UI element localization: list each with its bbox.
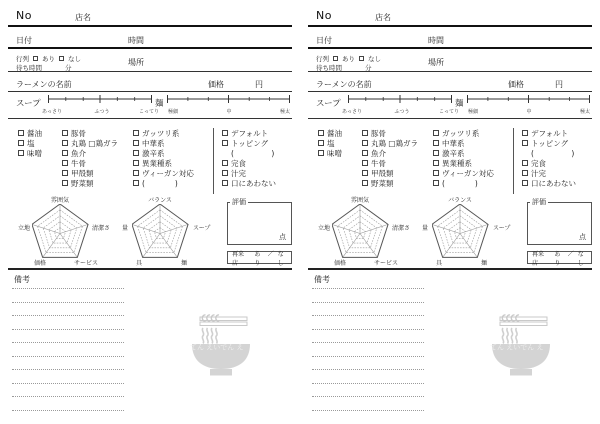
style-options-column bbox=[433, 128, 494, 188]
option-row bbox=[433, 178, 494, 188]
shop-name-label: 店名 bbox=[375, 13, 391, 22]
tare-options-column bbox=[18, 128, 42, 158]
option-row bbox=[362, 138, 418, 148]
checkbox[interactable] bbox=[222, 170, 228, 176]
option-row bbox=[222, 148, 276, 158]
option-row bbox=[133, 148, 194, 158]
queue-row bbox=[8, 52, 292, 72]
checkbox[interactable] bbox=[18, 150, 24, 156]
ramen-name-label: ラーメンの名前 bbox=[16, 80, 72, 89]
rating-box bbox=[527, 197, 592, 245]
option-row bbox=[133, 158, 194, 168]
revisit-no-option[interactable]: なし bbox=[277, 250, 284, 267]
style-options-column bbox=[133, 128, 194, 188]
remarks-line[interactable] bbox=[12, 342, 124, 343]
date-time-row bbox=[308, 30, 592, 49]
revisit-label: 再来店 bbox=[532, 250, 545, 267]
option-label: トッピング bbox=[231, 138, 269, 148]
record-sheet-right bbox=[308, 0, 592, 424]
header-row bbox=[8, 6, 292, 27]
radar-label-noodle: 麺 bbox=[180, 260, 188, 267]
tare-options-column bbox=[318, 128, 342, 158]
yen-label: 円 bbox=[255, 80, 263, 89]
soup-max-label: こってり bbox=[139, 109, 159, 115]
noodle-max-label: 極太 bbox=[579, 109, 591, 115]
option-row bbox=[433, 148, 494, 158]
option-label: 味噌 bbox=[327, 148, 342, 158]
remarks-line[interactable] bbox=[12, 410, 124, 411]
queue-no-checkbox[interactable] bbox=[59, 56, 64, 61]
option-label: 豚骨 bbox=[371, 128, 386, 138]
checkbox[interactable] bbox=[433, 170, 439, 176]
rating-label: 評価 bbox=[532, 198, 546, 206]
remarks-line[interactable] bbox=[12, 356, 124, 357]
record-sheet-left bbox=[8, 0, 292, 424]
checkbox[interactable] bbox=[362, 130, 368, 136]
noodle-min-label: 極細 bbox=[167, 109, 179, 115]
option-label: 異業種系 bbox=[442, 158, 472, 168]
radar-label-atmosphere: 雰囲気 bbox=[350, 197, 370, 204]
remarks-line[interactable] bbox=[12, 383, 124, 384]
yen-label: 円 bbox=[555, 80, 563, 89]
option-row bbox=[362, 178, 418, 188]
revisit-box bbox=[227, 250, 292, 267]
option-row bbox=[62, 168, 118, 178]
option-label: ガッツリ系 bbox=[142, 128, 180, 138]
option-label: ( ) bbox=[531, 148, 575, 158]
option-label: ヴィーガン対応 bbox=[142, 168, 194, 178]
remarks-line[interactable] bbox=[312, 383, 424, 384]
option-row bbox=[222, 158, 276, 168]
option-row bbox=[62, 158, 118, 168]
no-label: No bbox=[16, 9, 32, 22]
soup-scale-label: スープ bbox=[16, 99, 41, 109]
taste-radar-chart bbox=[132, 204, 189, 258]
option-label: 完食 bbox=[531, 158, 546, 168]
date-time-row bbox=[8, 30, 292, 49]
option-label: 汁完 bbox=[531, 168, 546, 178]
price-label: 価格 bbox=[208, 80, 224, 89]
evaluation-area bbox=[8, 194, 292, 268]
option-row bbox=[62, 178, 118, 188]
soup-max-label: こってり bbox=[439, 109, 459, 115]
soup-min-label: あっさり bbox=[42, 109, 62, 115]
noodle-scale-slider bbox=[167, 93, 290, 105]
time-label: 時間 bbox=[428, 36, 444, 45]
remarks-line[interactable] bbox=[312, 396, 424, 397]
revisit-separator: ／ bbox=[567, 250, 574, 258]
checkbox[interactable] bbox=[133, 150, 139, 156]
status-options-column bbox=[522, 128, 576, 188]
option-label: 牛骨 bbox=[71, 158, 86, 168]
checkbox[interactable] bbox=[62, 130, 68, 136]
option-label: 味噌 bbox=[27, 148, 42, 158]
radar-label-location: 立地 bbox=[17, 225, 30, 232]
soup-mid-label: ふつう bbox=[394, 109, 410, 115]
radar-label-toppings: 具 bbox=[135, 260, 143, 267]
checkbox[interactable] bbox=[18, 130, 24, 136]
option-row bbox=[433, 138, 494, 148]
queue-yes-checkbox[interactable] bbox=[333, 56, 338, 61]
queue-options bbox=[16, 54, 81, 63]
checkbox[interactable] bbox=[62, 160, 68, 166]
option-label: 醤油 bbox=[27, 128, 42, 138]
option-row bbox=[133, 168, 194, 178]
option-label: 激辛系 bbox=[442, 148, 465, 158]
base-options-column bbox=[62, 128, 118, 188]
radar-label-cleanliness: 清潔さ bbox=[92, 225, 111, 232]
base-options-column bbox=[362, 128, 418, 188]
rating-label: 評価 bbox=[232, 198, 246, 206]
option-row bbox=[133, 138, 194, 148]
store-radar-chart bbox=[332, 204, 389, 258]
option-row bbox=[62, 148, 118, 158]
option-row bbox=[318, 148, 342, 158]
option-label: 激辛系 bbox=[142, 148, 165, 158]
option-row bbox=[62, 128, 118, 138]
option-label: 野菜類 bbox=[71, 178, 94, 188]
remarks-line[interactable] bbox=[312, 302, 424, 303]
radar-label-soup: スープ bbox=[193, 225, 211, 232]
radar-label-balance: バランス bbox=[448, 197, 472, 204]
option-label: 魚介 bbox=[371, 148, 386, 158]
taste-radar-chart bbox=[432, 204, 489, 258]
option-label: 塩 bbox=[327, 138, 335, 148]
option-label: ( ) bbox=[142, 178, 178, 188]
ramen-name-row bbox=[8, 73, 292, 92]
rating-box bbox=[227, 197, 292, 245]
checkbox[interactable] bbox=[133, 160, 139, 166]
option-row bbox=[18, 138, 42, 148]
option-row bbox=[362, 158, 418, 168]
points-unit-label: 点 bbox=[279, 233, 286, 241]
option-label: 完食 bbox=[231, 158, 246, 168]
checkbox[interactable] bbox=[522, 130, 528, 136]
option-row bbox=[522, 128, 576, 138]
no-label: No bbox=[316, 9, 332, 22]
noodle-min-label: 極細 bbox=[467, 109, 479, 115]
option-label: 豚骨 bbox=[71, 128, 86, 138]
date-label: 日付 bbox=[316, 36, 332, 45]
checkbox[interactable] bbox=[362, 140, 368, 146]
remarks-line[interactable] bbox=[312, 410, 424, 411]
option-row bbox=[133, 128, 194, 138]
option-label: デフォルト bbox=[231, 128, 269, 138]
scales-row bbox=[8, 93, 292, 119]
checkbox[interactable] bbox=[222, 180, 228, 186]
queue-no-label: なし bbox=[68, 55, 81, 63]
checkbox[interactable] bbox=[222, 160, 228, 166]
radar-label-toppings: 具 bbox=[435, 260, 443, 267]
option-row bbox=[433, 128, 494, 138]
evaluation-area bbox=[308, 194, 592, 268]
radar-label-volume: 量 bbox=[421, 225, 428, 232]
radar-label-price: 価格 bbox=[333, 260, 347, 267]
option-row bbox=[18, 148, 42, 158]
noodle-mid-label: 中 bbox=[526, 109, 532, 115]
checkbox[interactable] bbox=[362, 170, 368, 176]
remarks-line[interactable] bbox=[312, 329, 424, 330]
option-row bbox=[222, 128, 276, 138]
revisit-no-option[interactable]: なし bbox=[577, 250, 584, 267]
checkbox[interactable] bbox=[433, 140, 439, 146]
remarks-label: 備考 bbox=[314, 275, 330, 284]
checkbox[interactable] bbox=[433, 150, 439, 156]
checkbox[interactable] bbox=[62, 170, 68, 176]
time-label: 時間 bbox=[128, 36, 144, 45]
remarks-line[interactable] bbox=[12, 302, 124, 303]
minutes-label: 分 bbox=[65, 64, 72, 72]
option-row bbox=[62, 138, 118, 148]
soup-scale-label: スープ bbox=[316, 99, 341, 109]
checkbox[interactable] bbox=[318, 150, 324, 156]
queue-yes-label: あり bbox=[42, 55, 55, 63]
ramen-bowl-icon bbox=[490, 310, 552, 378]
checkbox[interactable] bbox=[18, 140, 24, 146]
place-label: 場所 bbox=[428, 58, 444, 67]
option-row bbox=[433, 168, 494, 178]
checkbox-area bbox=[8, 120, 292, 196]
wait-time-label: 待ち時間 bbox=[316, 64, 342, 72]
option-row bbox=[362, 168, 418, 178]
option-label: 中華系 bbox=[142, 138, 165, 148]
checkbox[interactable] bbox=[318, 130, 324, 136]
column-divider bbox=[513, 128, 514, 194]
option-label: ( ) bbox=[231, 148, 275, 158]
radar-label-volume: 量 bbox=[121, 225, 128, 232]
option-row bbox=[522, 168, 576, 178]
option-row bbox=[318, 128, 342, 138]
option-label: ガッツリ系 bbox=[442, 128, 480, 138]
checkbox[interactable] bbox=[522, 170, 528, 176]
queue-label: 行列 bbox=[316, 55, 329, 63]
soup-scale-slider bbox=[48, 93, 152, 105]
checkbox[interactable] bbox=[318, 140, 324, 146]
store-radar-chart bbox=[32, 204, 89, 258]
option-row bbox=[522, 178, 576, 188]
remarks-line[interactable] bbox=[12, 369, 124, 370]
option-row bbox=[222, 138, 276, 148]
option-row bbox=[522, 158, 576, 168]
option-row bbox=[522, 148, 576, 158]
status-options-column bbox=[222, 128, 276, 188]
queue-row bbox=[308, 52, 592, 72]
radar-label-cleanliness: 清潔さ bbox=[392, 225, 411, 232]
option-label: デフォルト bbox=[531, 128, 569, 138]
checkbox[interactable] bbox=[433, 180, 439, 186]
checkbox[interactable] bbox=[133, 180, 139, 186]
remarks-label: 備考 bbox=[14, 275, 30, 284]
revisit-yes-option[interactable]: あり bbox=[254, 250, 261, 267]
option-label: 異業種系 bbox=[142, 158, 172, 168]
radar-label-noodle: 麺 bbox=[480, 260, 488, 267]
checkbox-area bbox=[308, 120, 592, 196]
noodle-scale-label: 麺 bbox=[455, 99, 464, 109]
date-label: 日付 bbox=[16, 36, 32, 45]
column-divider bbox=[213, 128, 214, 194]
option-row bbox=[18, 128, 42, 138]
remarks-line[interactable] bbox=[12, 288, 124, 289]
checkbox[interactable] bbox=[62, 180, 68, 186]
option-label: 野菜類 bbox=[371, 178, 394, 188]
bowl-watermark-text: てん えいでん え bbox=[190, 343, 244, 352]
minutes-label: 分 bbox=[365, 64, 372, 72]
revisit-box bbox=[527, 250, 592, 267]
noodle-mid-label: 中 bbox=[226, 109, 232, 115]
radar-label-service: サービス bbox=[73, 260, 99, 267]
remarks-line[interactable] bbox=[312, 342, 424, 343]
queue-yes-checkbox[interactable] bbox=[33, 56, 38, 61]
checkbox[interactable] bbox=[362, 160, 368, 166]
remarks-line[interactable] bbox=[12, 315, 124, 316]
radar-label-soup: スープ bbox=[493, 225, 511, 232]
ramen-name-row bbox=[308, 73, 592, 92]
soup-scale-slider bbox=[348, 93, 452, 105]
revisit-label: 再来店 bbox=[232, 250, 245, 267]
option-label: トッピング bbox=[531, 138, 569, 148]
radar-label-atmosphere: 雰囲気 bbox=[50, 197, 70, 204]
checkbox[interactable] bbox=[433, 130, 439, 136]
option-label: 牛骨 bbox=[371, 158, 386, 168]
checkbox[interactable] bbox=[522, 140, 528, 146]
radar-label-price: 価格 bbox=[33, 260, 47, 267]
checkbox[interactable] bbox=[362, 150, 368, 156]
checkbox[interactable] bbox=[222, 130, 228, 136]
checkbox[interactable] bbox=[62, 150, 68, 156]
option-label: 口にあわない bbox=[231, 178, 276, 188]
queue-no-checkbox[interactable] bbox=[359, 56, 364, 61]
radar-label-service: サービス bbox=[373, 260, 399, 267]
option-label: 口にあわない bbox=[531, 178, 576, 188]
points-unit-label: 点 bbox=[579, 233, 586, 241]
revisit-yes-option[interactable]: あり bbox=[554, 250, 561, 267]
remarks-line[interactable] bbox=[12, 329, 124, 330]
radar-label-balance: バランス bbox=[148, 197, 172, 204]
checkbox[interactable] bbox=[133, 170, 139, 176]
option-label: 甲殻類 bbox=[71, 168, 94, 178]
noodle-max-label: 極太 bbox=[279, 109, 291, 115]
option-row bbox=[318, 138, 342, 148]
checkbox[interactable] bbox=[522, 180, 528, 186]
checkbox[interactable] bbox=[133, 130, 139, 136]
queue-options bbox=[316, 54, 381, 63]
soup-mid-label: ふつう bbox=[94, 109, 110, 115]
ramen-bowl-icon bbox=[190, 310, 252, 378]
noodle-scale-label: 麺 bbox=[155, 99, 164, 109]
queue-label: 行列 bbox=[16, 55, 29, 63]
queue-no-label: なし bbox=[368, 55, 381, 63]
option-label: 丸鶏 □鶏ガラ bbox=[71, 138, 118, 148]
checkbox[interactable] bbox=[62, 140, 68, 146]
shop-name-label: 店名 bbox=[75, 13, 91, 22]
option-label: ( ) bbox=[442, 178, 478, 188]
remarks-line[interactable] bbox=[312, 315, 424, 316]
bowl-watermark-text: てん えいでん え bbox=[490, 343, 544, 352]
option-row bbox=[222, 168, 276, 178]
option-row bbox=[222, 178, 276, 188]
option-row bbox=[522, 138, 576, 148]
option-label: 丸鶏 □鶏ガラ bbox=[371, 138, 418, 148]
option-row bbox=[133, 178, 194, 188]
queue-yes-label: あり bbox=[342, 55, 355, 63]
remarks-line[interactable] bbox=[312, 369, 424, 370]
option-row bbox=[433, 158, 494, 168]
radar-label-location: 立地 bbox=[317, 225, 330, 232]
noodle-scale-slider bbox=[467, 93, 590, 105]
remarks-line[interactable] bbox=[12, 396, 124, 397]
option-label: ヴィーガン対応 bbox=[442, 168, 494, 178]
checkbox[interactable] bbox=[133, 140, 139, 146]
soup-min-label: あっさり bbox=[342, 109, 362, 115]
revisit-separator: ／ bbox=[267, 250, 274, 258]
option-row bbox=[362, 128, 418, 138]
scales-row bbox=[308, 93, 592, 119]
price-label: 価格 bbox=[508, 80, 524, 89]
option-label: 甲殻類 bbox=[371, 168, 394, 178]
option-row bbox=[362, 148, 418, 158]
checkbox[interactable] bbox=[222, 140, 228, 146]
place-label: 場所 bbox=[128, 58, 144, 67]
header-row bbox=[308, 6, 592, 27]
checkbox[interactable] bbox=[433, 160, 439, 166]
option-label: 塩 bbox=[27, 138, 35, 148]
option-label: 中華系 bbox=[442, 138, 465, 148]
remarks-line[interactable] bbox=[312, 356, 424, 357]
option-label: 醤油 bbox=[327, 128, 342, 138]
checkbox[interactable] bbox=[362, 180, 368, 186]
checkbox[interactable] bbox=[522, 160, 528, 166]
option-label: 魚介 bbox=[71, 148, 86, 158]
wait-time-label: 待ち時間 bbox=[16, 64, 42, 72]
remarks-line[interactable] bbox=[312, 288, 424, 289]
ramen-name-label: ラーメンの名前 bbox=[316, 80, 372, 89]
option-label: 汁完 bbox=[231, 168, 246, 178]
